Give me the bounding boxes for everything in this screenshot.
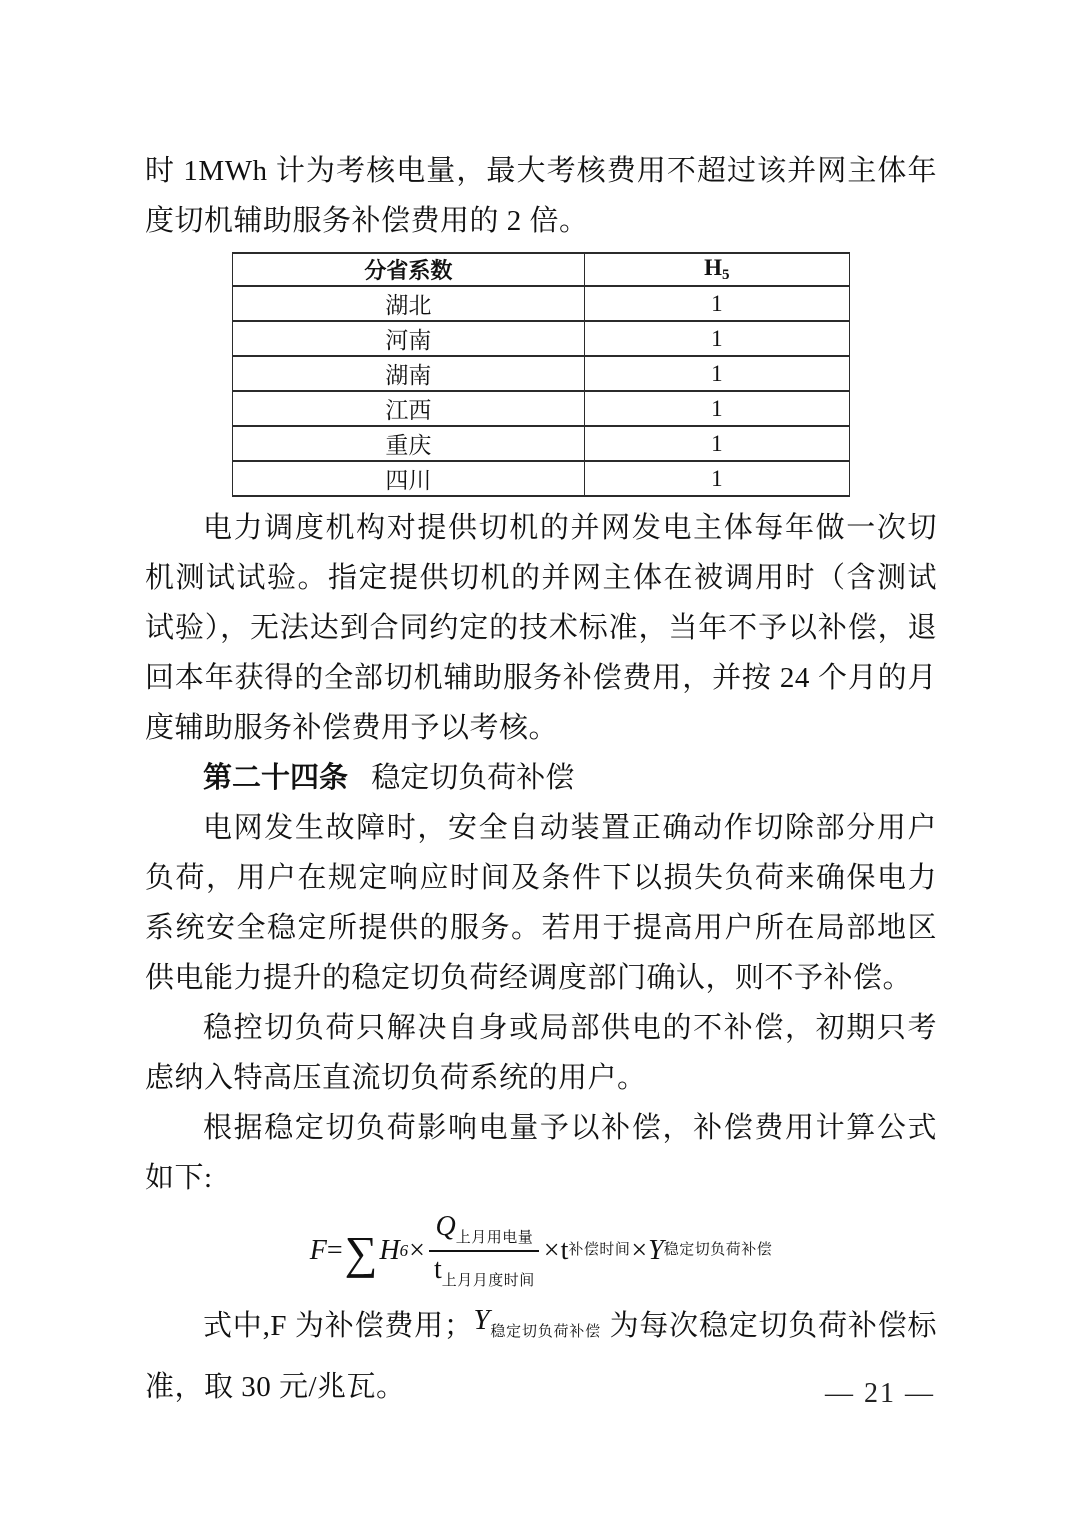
table-row	[233, 391, 850, 426]
cell-province: 江西	[233, 391, 585, 426]
paragraph-continuation: 时 1MWh 计为考核电量，最大考核费用不超过该并网主体年度切机辅助服务补偿费用的 2 倍。	[145, 155, 937, 237]
article-title: 稳定切负荷补偿	[371, 762, 575, 794]
table-row	[233, 426, 850, 461]
table-header-row	[233, 253, 850, 286]
fraction-denominator: $t_{上月月度时间}$	[433, 1253, 535, 1289]
paragraph-formula-explanation	[145, 1301, 937, 1413]
column-header-h5: H5	[584, 253, 849, 286]
cell-value: 1	[584, 356, 849, 391]
cell-province: 重庆	[233, 426, 585, 461]
cell-province: 四川	[233, 461, 585, 496]
times-sign: ×	[631, 1234, 648, 1266]
formula-H: H	[379, 1234, 400, 1266]
table-row	[233, 286, 850, 321]
formula-Y: Y	[648, 1234, 664, 1266]
h5-subscript: 5	[722, 266, 730, 283]
column-header-province: 分省系数	[233, 253, 585, 286]
cell-value: 1	[584, 426, 849, 461]
formula-Y-subscript: 稳定切负荷补偿	[663, 1242, 773, 1259]
article-heading	[145, 753, 937, 803]
article-number: 第二十四条	[203, 762, 349, 794]
equals-sign: =	[326, 1234, 343, 1266]
paragraph-formula-intro: 根据稳定切负荷影响电量予以补偿，补偿费用计算公式如下:	[145, 1112, 937, 1194]
cell-value: 1	[584, 286, 849, 321]
page-content	[145, 146, 937, 1412]
compensation-formula	[145, 1213, 937, 1289]
formula-H-subscript: 6	[399, 1241, 409, 1261]
explanation-tail: 为每次稳定切负荷补偿标准，取 30 元/兆瓦。	[145, 1309, 937, 1404]
sum-symbol: ∑	[344, 1226, 378, 1278]
inline-Y-variable: $Y_{稳定切负荷补偿}$	[473, 1303, 601, 1340]
cell-province: 湖北	[233, 286, 585, 321]
formula-F: F	[309, 1234, 327, 1266]
paragraph-scope: 稳控切负荷只解决自身或局部供电的不补偿，初期只考虑纳入特高压直流切负荷系统的用户。	[145, 1012, 937, 1094]
paragraph-grid-fault: 电网发生故障时，安全自动装置正确动作切除部分用户负荷，用户在规定响应时间及条件下以损失负荷来确保电力系统安全稳定所提供的服务。若用于提高用户所在局部地区供电能力提升的稳定切负荷经调度部门确认，则不予补偿。	[145, 812, 937, 994]
formula-t: t	[560, 1234, 569, 1266]
table-row	[233, 356, 850, 391]
province-coefficient-table	[232, 252, 850, 497]
fraction-numerator: $Q_{上月用电量}$	[429, 1213, 539, 1252]
formula-fraction	[428, 1213, 541, 1289]
paragraph-test-rules: 电力调度机构对提供切机的并网发电主体每年做一次切机测试试验。指定提供切机的并网主体在被调用时（含测试试验），无法达到合同约定的技术标准，当年不予以补偿，退回本年获得的全部切机辅助服务补偿费用，并按 24 个月的月度辅助服务补偿费用予以考核。	[145, 512, 937, 744]
cell-value: 1	[584, 461, 849, 496]
table-row	[233, 461, 850, 496]
explanation-lead: 式中,F 为补偿费用；	[203, 1309, 474, 1342]
cell-value: 1	[584, 391, 849, 426]
formula-t-subscript: 补偿时间	[568, 1242, 631, 1259]
cell-province: 湖南	[233, 356, 585, 391]
table-row	[233, 321, 850, 356]
cell-province: 河南	[233, 321, 585, 356]
times-sign: ×	[409, 1234, 425, 1266]
page-number: — 21 —	[825, 1378, 935, 1409]
times-sign: ×	[543, 1234, 560, 1266]
cell-value: 1	[584, 321, 849, 356]
inline-Y-subscript: 稳定切负荷补偿	[490, 1323, 601, 1340]
